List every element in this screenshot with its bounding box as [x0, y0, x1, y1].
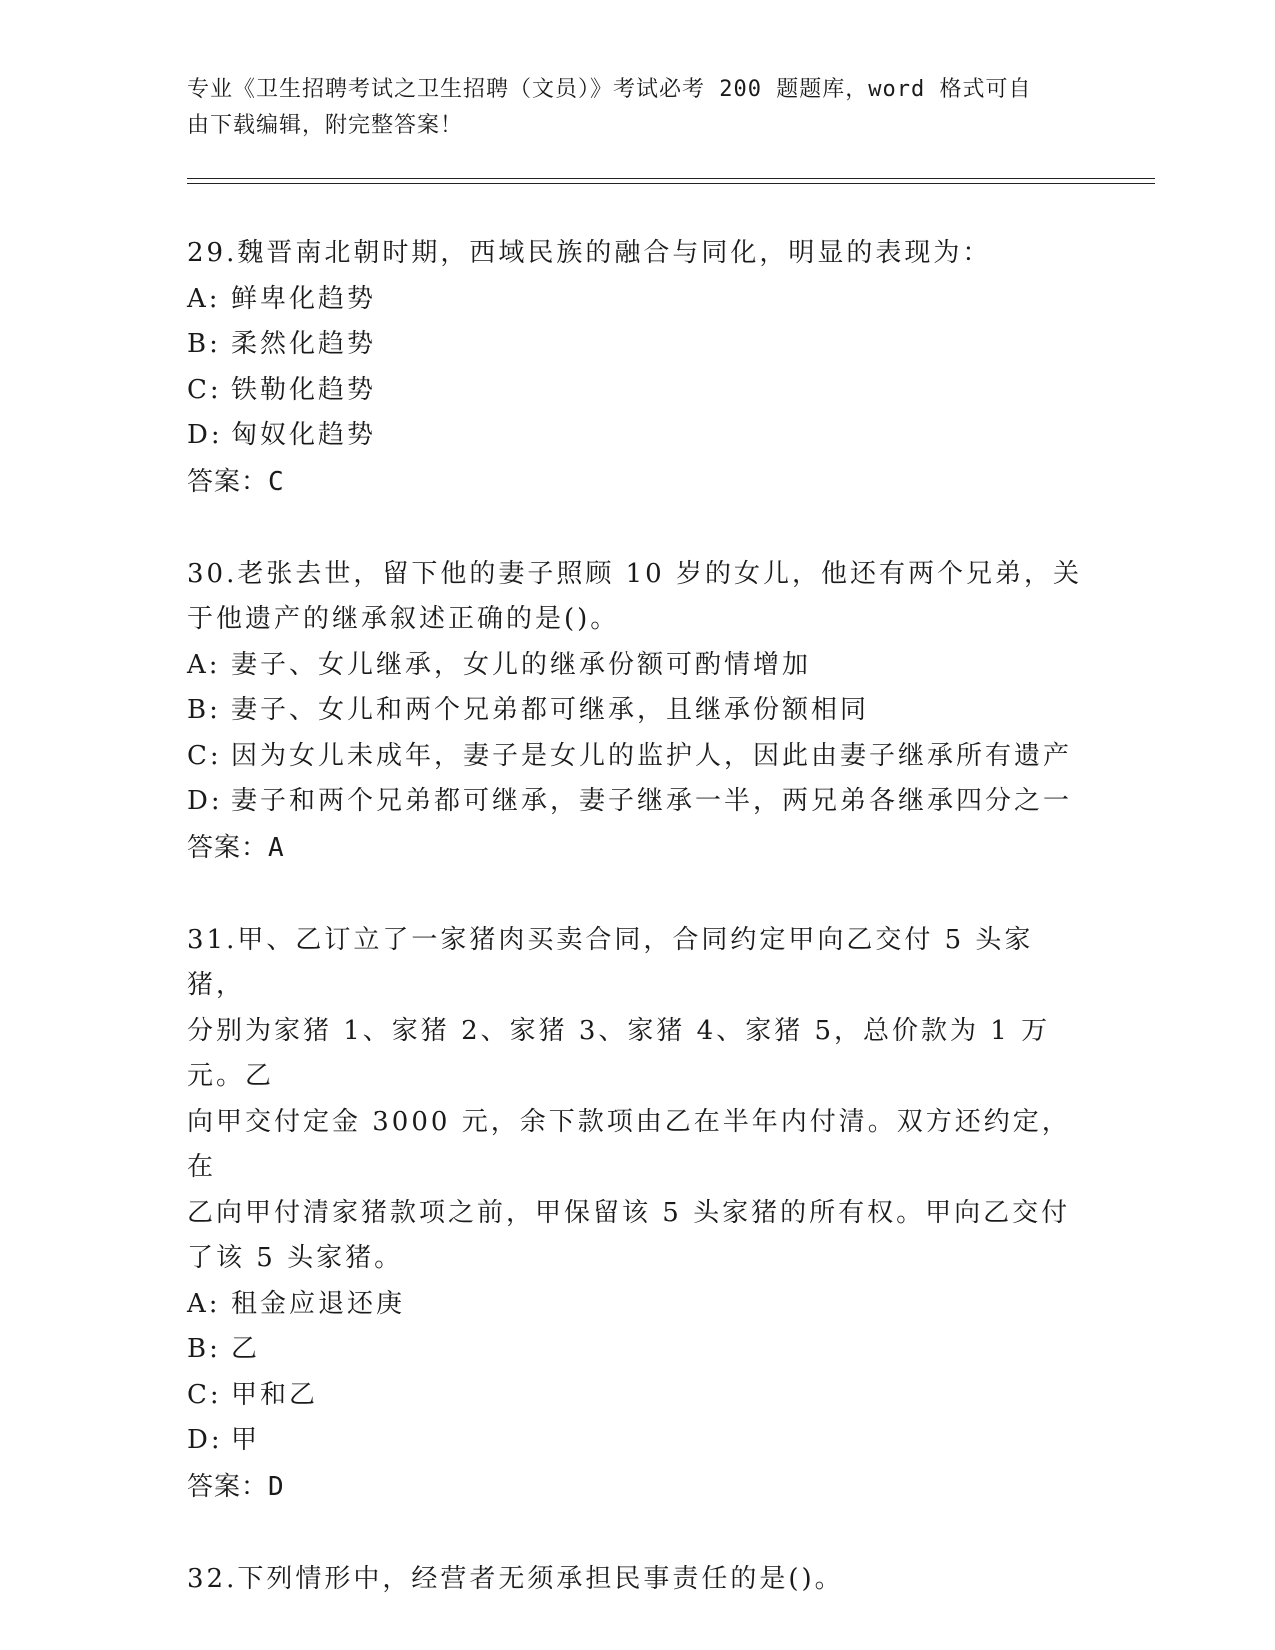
- option-key: B:: [187, 329, 221, 359]
- question-item: [187, 231, 1087, 505]
- option-key: A:: [187, 649, 221, 680]
- answer-option: [187, 1282, 1087, 1328]
- answer-line: 答案：C: [187, 466, 285, 497]
- answer-option: [187, 277, 1087, 323]
- answer-option: [187, 688, 1087, 734]
- answer-option: [187, 1373, 1087, 1419]
- question-text-line: 29.魏晋南北朝时期，西域民族的融合与同化，明显的表现为：: [187, 238, 992, 268]
- option-key: D:: [187, 786, 223, 816]
- option-key: C:: [187, 1379, 222, 1410]
- option-key: C:: [187, 740, 222, 771]
- option-text: 柔然化趋势: [231, 329, 377, 359]
- answer-option: [187, 643, 1087, 689]
- option-key: B:: [187, 695, 221, 725]
- question-text-line: 于他遗产的继承叙述正确的是()。: [187, 604, 620, 634]
- option-key: A:: [187, 1288, 221, 1319]
- option-text: 因为女儿未成年，妻子是女儿的监护人，因此由妻子继承所有遗产: [231, 740, 1073, 771]
- header-line-1: 专业《卫生招聘考试之卫生招聘（文员）》考试必考 200 题题库，word 格式可自: [187, 77, 1032, 102]
- question-text-line: 分别为家猪 1、家猪 2、家猪 3、家猪 4、家猪 5，总价款为 1 万元。乙: [187, 1015, 1051, 1091]
- option-key: B:: [187, 1334, 221, 1364]
- answer-option: [187, 413, 1087, 459]
- document-header: [187, 72, 1067, 144]
- question-item: [187, 1557, 1087, 1603]
- question-text-line: 32.下列情形中，经营者无须承担民事责任的是()。: [187, 1563, 844, 1594]
- answer-option: [187, 322, 1087, 368]
- answer-option: [187, 1418, 1087, 1464]
- question-text-line: 30.老张去世，留下他的妻子照顾 10 岁的女儿，他还有两个兄弟，关: [187, 558, 1082, 589]
- option-text: 甲和乙: [231, 1379, 319, 1410]
- answer-option: [187, 734, 1087, 780]
- option-text: 甲: [231, 1425, 261, 1455]
- answer-option: [187, 368, 1087, 414]
- question-item: [187, 552, 1087, 871]
- option-key: A:: [187, 283, 221, 314]
- option-text: 租金应退还庚: [231, 1288, 406, 1319]
- question-text-line: 向甲交付定金 3000 元，余下款项由乙在半年内付清。双方还约定，在: [187, 1106, 1071, 1182]
- answer-option: [187, 779, 1087, 825]
- answer-line: 答案：D: [187, 1471, 285, 1502]
- question-list: [187, 231, 1087, 1649]
- question-text-line: 31.甲、乙订立了一家猪肉买卖合同，合同约定甲向乙交付 5 头家猪，: [187, 924, 1034, 1000]
- option-text: 妻子、女儿和两个兄弟都可继承，且继承份额相同: [231, 695, 870, 725]
- option-text: 妻子和两个兄弟都可继承，妻子继承一半，两兄弟各继承四分之一: [231, 786, 1073, 816]
- answer-line: 答案：A: [187, 832, 285, 863]
- header-divider-bottom: [187, 183, 1155, 184]
- question-text-line: 了该 5 头家猪。: [187, 1243, 404, 1273]
- option-key: C:: [187, 374, 222, 405]
- option-text: 乙: [231, 1334, 261, 1364]
- option-text: 鲜卑化趋势: [231, 283, 377, 314]
- question-text-line: 乙向甲付清家猪款项之前，甲保留该 5 头家猪的所有权。甲向乙交付: [187, 1197, 1071, 1228]
- option-key: D:: [187, 1425, 223, 1455]
- question-item: [187, 918, 1087, 1510]
- option-key: D:: [187, 420, 223, 450]
- header-line-2: 由下载编辑，附完整答案！: [187, 113, 464, 138]
- header-divider-top: [187, 178, 1155, 179]
- option-text: 铁勒化趋势: [231, 374, 377, 405]
- option-text: 妻子、女儿继承，女儿的继承份额可酌情增加: [231, 649, 812, 680]
- answer-option: [187, 1327, 1087, 1373]
- option-text: 匈奴化趋势: [231, 420, 377, 450]
